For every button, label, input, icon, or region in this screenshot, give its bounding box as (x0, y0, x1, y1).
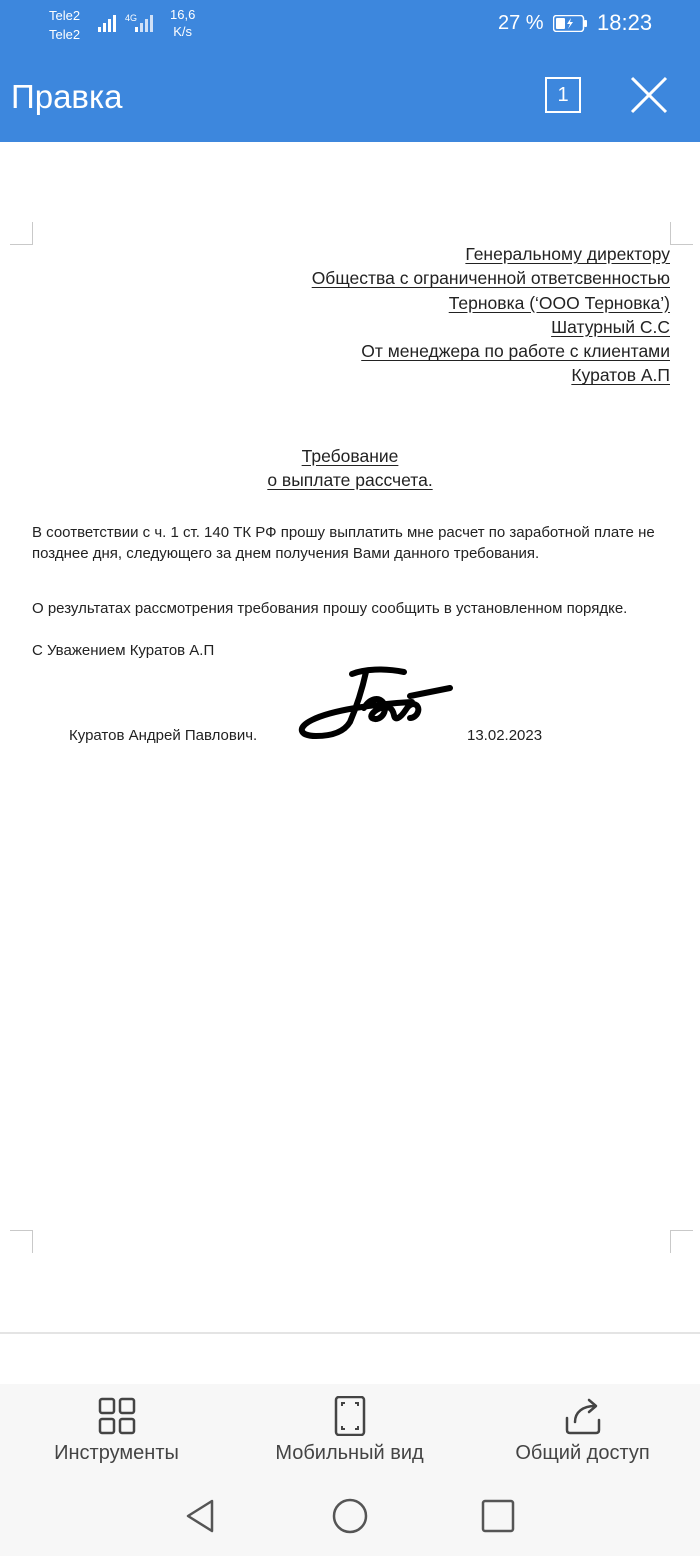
mobile-view-label: Мобильный вид (275, 1442, 424, 1464)
body-paragraph-2: О результатах рассмотрения требования прошу сообщить в установленном порядке. (32, 600, 628, 617)
signer-name: Куратов Андрей Павлович. (69, 727, 258, 744)
signal-strength-icon (98, 12, 160, 34)
speed-unit: K/s (173, 24, 193, 39)
back-icon[interactable] (182, 1497, 220, 1535)
page-count: 1 (557, 83, 569, 106)
body-paragraph-1: В соответствии с ч. 1 ст. 140 ТК РФ прошу выплатить мне расчет по заработной плате не позднее дня, следующего за днем получения Вами данного требования. (32, 524, 655, 562)
battery-icon (553, 15, 587, 32)
addressee-line: Общества с ограниченной ответсвенностью (311, 268, 670, 289)
heading-line-2: о выплате рассчета. (267, 470, 433, 490)
share-label: Общий доступ (515, 1442, 650, 1464)
carrier-1: Tele2 (49, 8, 81, 23)
addressee-line: Генеральному директору (465, 244, 670, 264)
clock: 18:23 (597, 10, 653, 35)
document-heading (0, 444, 700, 492)
addressee-block (312, 242, 670, 388)
bottom-toolbar (0, 1384, 700, 1476)
app-bar (0, 50, 700, 142)
share-icon (563, 1396, 603, 1436)
crop-mark-top-right (670, 222, 693, 245)
closing-line: С Уважением Куратов А.П (32, 642, 215, 659)
home-icon[interactable] (331, 1497, 369, 1535)
grid-icon (97, 1396, 137, 1436)
network-type-label: 4G (125, 13, 138, 23)
page-count-button[interactable] (545, 77, 581, 113)
addressee-line: Шатурный С.С (551, 316, 670, 337)
status-bar (0, 0, 700, 50)
addressee-line: От менеджера по работе с клиентами (361, 341, 670, 362)
page-title: Правка (11, 78, 123, 115)
divider (0, 1332, 700, 1334)
speed-value: 16,6 (170, 7, 196, 22)
signature-date: 13.02.2023 (467, 727, 543, 744)
mobile-view-button[interactable] (233, 1384, 466, 1476)
addressee-line: Куратов А.П (571, 365, 670, 386)
crop-mark-top-left (10, 222, 33, 245)
addressee-line: Терновка (‘ООО Терновка’) (448, 292, 670, 313)
recent-apps-icon[interactable] (479, 1497, 517, 1535)
network-speed (170, 6, 195, 40)
navigation-bar (0, 1476, 700, 1556)
mobile-view-icon (330, 1396, 370, 1436)
carrier-names (49, 6, 80, 44)
crop-mark-bottom-left (10, 1230, 33, 1253)
tools-button[interactable] (0, 1384, 233, 1476)
close-icon[interactable] (628, 74, 670, 116)
battery-percent: 27 % (498, 12, 544, 34)
signature-image (294, 664, 454, 744)
share-button[interactable] (466, 1384, 699, 1476)
document-page[interactable] (0, 142, 700, 1334)
tools-label: Инструменты (54, 1442, 179, 1464)
crop-mark-bottom-right (670, 1230, 693, 1253)
carrier-2: Tele2 (49, 27, 81, 42)
heading-line-1: Требование (301, 446, 399, 466)
